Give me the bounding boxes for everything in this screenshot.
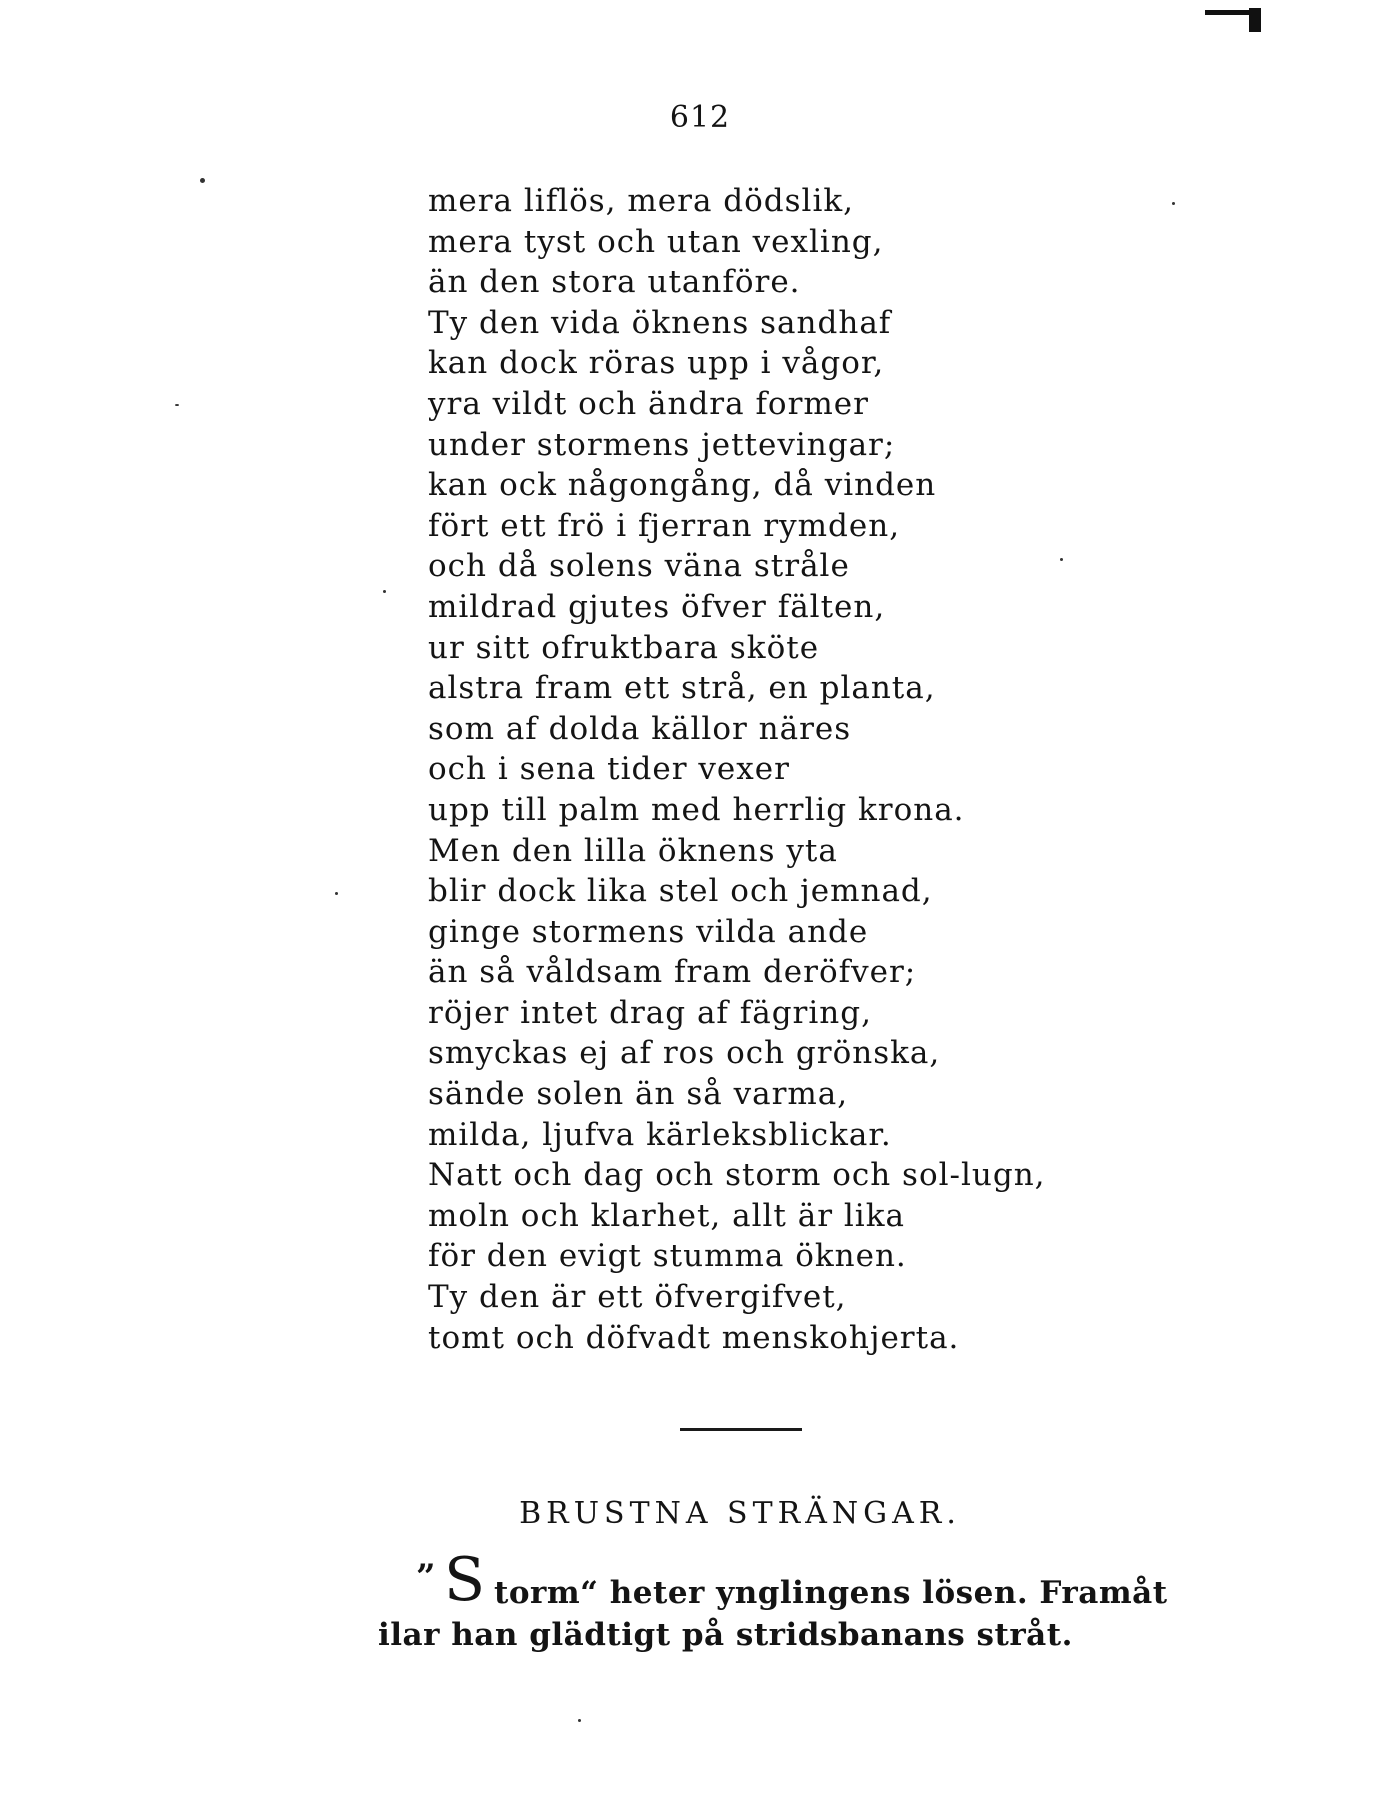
poem-line: upp till palm med herrlig krona. xyxy=(428,791,965,828)
poem-line: Men den lilla öknens yta xyxy=(428,832,838,869)
poem-line: och i sena tider vexer xyxy=(428,751,790,788)
poem-line: moln och klarhet, allt är lika xyxy=(428,1197,905,1234)
poem-line: mera tyst och utan vexling, xyxy=(428,223,884,260)
poem-line: än så våldsam fram deröfver; xyxy=(428,954,917,991)
poem-line: blir dock lika stel och jemnad, xyxy=(428,873,933,910)
ink-speck xyxy=(335,892,338,895)
prose-paragraph xyxy=(378,1545,1168,1656)
poem-line: tomt och döfvadt menskohjerta. xyxy=(428,1319,960,1356)
poem-line: ur sitt ofruktbara sköte xyxy=(428,629,820,666)
poem-line: yra vildt och ändra former xyxy=(428,385,869,422)
poem-line: under stormens jettevingar; xyxy=(428,426,896,463)
poem-line: kan dock röras upp i vågor, xyxy=(428,345,885,382)
poem-line: sände solen än så varma, xyxy=(428,1076,849,1113)
page-number: 612 xyxy=(669,100,731,135)
poem-line: milda, ljufva kärleksblickar. xyxy=(428,1116,892,1153)
corner-print-mark xyxy=(1205,8,1265,34)
poem-line: smyckas ej af ros och grönska, xyxy=(428,1035,941,1072)
ink-speck xyxy=(578,1719,581,1722)
prose-line-1: torm“ heter ynglingens lösen. Framåt xyxy=(494,1575,1168,1611)
section-title: BRUSTNA STRÄNGAR. xyxy=(519,1496,961,1531)
poem-line: mera liflös, mera dödslik, xyxy=(428,183,855,219)
poem-line: Ty den vida öknens sandhaf xyxy=(428,304,892,341)
poem-line: Natt och dag och storm och sol-lugn, xyxy=(428,1157,1046,1194)
poem-line: för den evigt stumma öknen. xyxy=(428,1238,907,1275)
ink-speck xyxy=(175,404,179,406)
drop-cap: S xyxy=(444,1545,486,1615)
poem-line: mildrad gjutes öfver fälten, xyxy=(428,588,886,625)
poem xyxy=(428,181,1128,1358)
poem-line: kan ock någongång, då vinden xyxy=(428,467,937,504)
prose-line xyxy=(378,1545,1168,1615)
ink-speck xyxy=(383,590,386,593)
section-divider xyxy=(680,1428,802,1431)
poem-line: som af dolda källor näres xyxy=(428,710,852,747)
open-quote: ” xyxy=(416,1557,437,1597)
poem-line: och då solens väna stråle xyxy=(428,548,850,585)
poem-line: ginge stormens vilda ande xyxy=(428,913,869,950)
ink-speck xyxy=(1172,202,1175,205)
prose-line-2: ilar han glädtigt på stridsbanans stråt. xyxy=(378,1617,1073,1653)
poem-line: fört ett frö i fjerran rymden, xyxy=(428,507,901,544)
poem-line: Ty den är ett öfvergifvet, xyxy=(428,1279,847,1316)
poem-line: alstra fram ett strå, en planta, xyxy=(428,670,936,707)
poem-line: röjer intet drag af fägring, xyxy=(428,994,872,1031)
ink-speck xyxy=(200,178,205,183)
poem-line: än den stora utanföre. xyxy=(428,264,801,301)
